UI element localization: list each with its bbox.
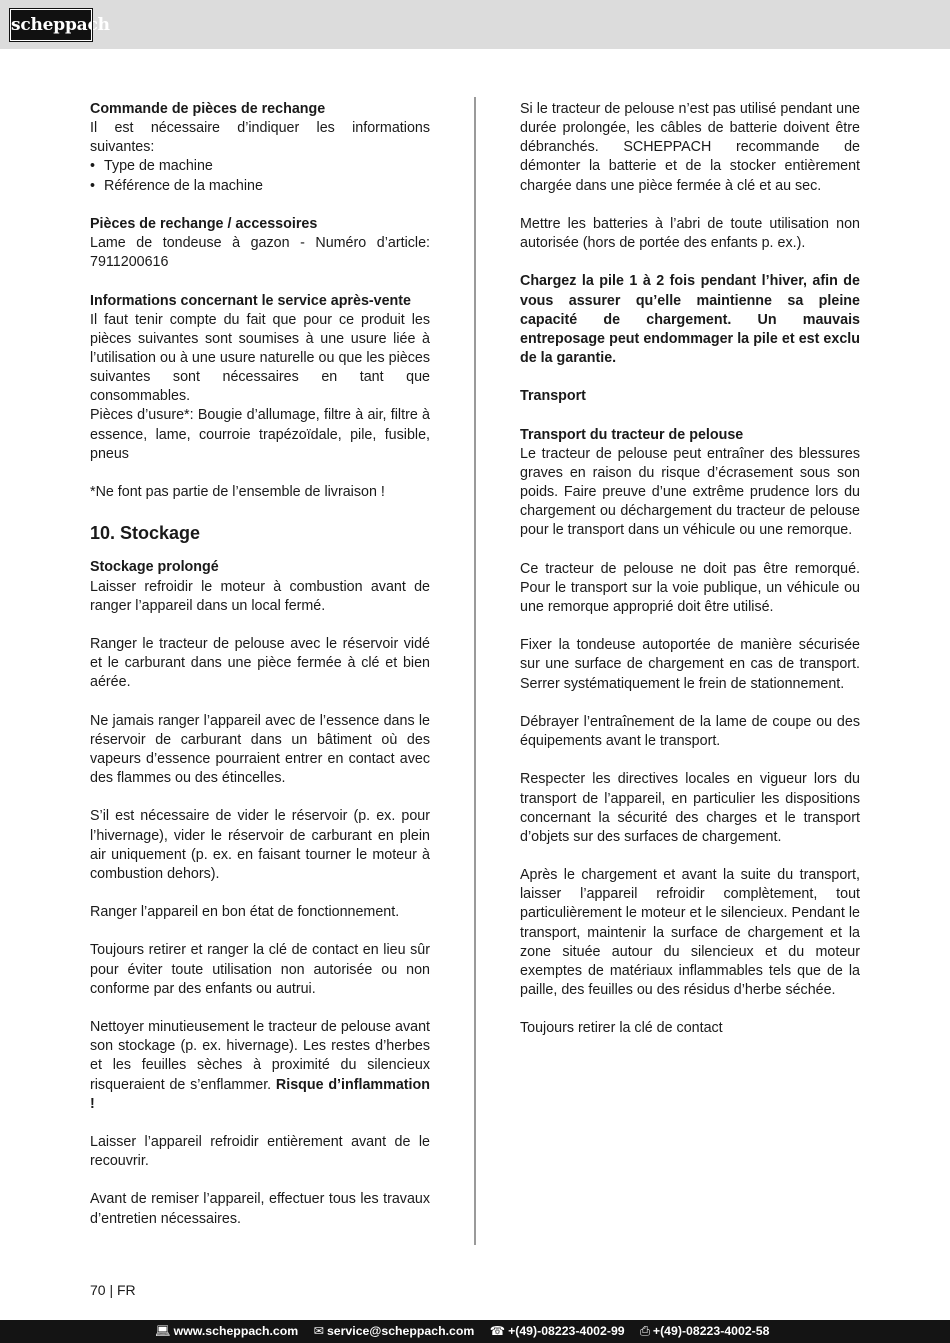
paragraph: Laisser l’appareil refroidir entièrement avant de le recouvrir. xyxy=(90,1133,430,1170)
footer-email[interactable] xyxy=(314,1320,475,1343)
spare-parts-order-heading: Commande de pièces de rechange xyxy=(90,101,326,117)
after-sales-heading: Informations concernant le service après-vente xyxy=(90,292,412,309)
battery-warning-block xyxy=(520,272,860,368)
fax-icon: ⎙ xyxy=(640,1324,650,1338)
delivery-note: *Ne font pas partie de l’ensemble de livraison ! xyxy=(90,484,385,501)
email-text: service@scheppach.com xyxy=(326,1324,475,1338)
paragraph: Débrayer l’entraînement de la lame de coupe ou des équipements avant le transport. xyxy=(520,713,860,750)
after-sales-block xyxy=(90,292,430,464)
footer-phone[interactable] xyxy=(490,1320,625,1343)
after-sales-text: Il faut tenir compte du fait que pour ce produit les pièces suivantes sont soumises à une usure liée à l’utilisation ou à une usure naturelle ou que les pièces suivantes sont nécessaires en tant que consommables. xyxy=(90,311,430,405)
paragraph: Avant de remiser l’appareil, effectuer tous les travaux d’entretien nécessaires. xyxy=(90,1191,430,1227)
delivery-note-block xyxy=(90,483,430,502)
spare-parts-order-block xyxy=(90,100,430,196)
paragraph: Ranger le tracteur de pelouse avec le réservoir vidé et le carburant dans une pièce fermée à clé et bien aérée. xyxy=(90,635,430,691)
left-column xyxy=(90,100,430,1229)
footer-contacts xyxy=(155,1320,781,1343)
paragraph: Toujours retirer la clé de contact xyxy=(520,1020,723,1037)
paragraph-with-warning xyxy=(90,1018,430,1114)
list-item: • Référence de la machine xyxy=(90,177,430,196)
mail-icon: ✉︎ xyxy=(313,1324,324,1338)
paragraph-text: Nettoyer minutieusement le tracteur de pelouse avant son stockage (p. ex. hivernage). Les restes d’herbes et les feuilles sèches à proximité du silencieux risqueraient de s’enflammer. xyxy=(90,1019,430,1093)
paragraph: Respecter les directives locales en vigueur lors du transport de l’appareil, en particulier les dispositions concernant la sécurité des charges et le transport d’objets sur des surfaces de chargement. xyxy=(520,771,860,845)
spare-parts-order-list xyxy=(90,157,430,195)
transport-heading: Transport xyxy=(520,388,586,405)
spare-parts-accessories-block xyxy=(90,215,430,272)
paragraph: Ne jamais ranger l’appareil avec de l’essence dans le réservoir de carburant dans un bâtiment où des vapeurs d’essence pourraient entrer en contact avec des flammes ou des étincelles. xyxy=(90,712,430,787)
paragraph: Mettre les batteries à l’abri de toute utilisation non autorisée (hors de portée des enfants p. ex.). xyxy=(520,215,860,252)
fire-risk-warning: Risque d’inflammation ! xyxy=(90,1076,430,1112)
footer-website[interactable] xyxy=(155,1320,298,1343)
right-column xyxy=(520,100,860,1039)
section-title: 10. Stockage xyxy=(90,523,201,544)
footer-fax xyxy=(640,1320,769,1343)
phone-icon: ☎︎ xyxy=(489,1324,506,1338)
footer-bar xyxy=(0,1320,950,1343)
column-divider xyxy=(474,97,476,1245)
paragraph: Toujours retirer et ranger la clé de contact en lieu sûr pour éviter toute utilisation non autorisée ou non conforme par des enfants ou autrui. xyxy=(90,942,430,997)
paragraph: S’il est nécessaire de vider le réservoir (p. ex. pour l’hivernage), vider le réservoir de carburant en plein air uniquement (p. ex. en faisant tourner le moteur à combustion dehors). xyxy=(90,808,430,882)
header-bar xyxy=(0,0,950,49)
computer-icon: 💻︎ xyxy=(155,1324,171,1338)
battery-warning: Chargez la pile 1 à 2 fois pendant l’hiver, afin de vous assurer qu’elle maintienne sa pleine capacité de chargement. Un mauvais entreposage peut endommager la pile et est exclu de la garantie. xyxy=(520,273,860,366)
transport-heading-block xyxy=(520,387,860,406)
transport-lawn-heading: Transport du tracteur de pelouse xyxy=(520,426,744,443)
paragraph: Ranger l’appareil en bon état de fonctionnement. xyxy=(90,904,400,921)
list-item: • Type de machine xyxy=(90,157,430,176)
transport-lawn-block xyxy=(520,426,860,541)
paragraph: Fixer la tondeuse autoportée de manière sécurisée sur une surface de chargement en cas de transport. Serrer systématiquement le frein de stationnement. xyxy=(520,637,860,692)
phone-text: +(49)-08223-4002-99 xyxy=(508,1324,625,1338)
long-storage-text: Laisser refroidir le moteur à combustion avant de ranger l’appareil dans un local fermé. xyxy=(90,578,430,614)
paragraph: Ce tracteur de pelouse ne doit pas être remorqué. Pour le transport sur la voie publique, un véhicule ou une remorque approprié doit être utilisé. xyxy=(520,560,860,615)
website-text: www.scheppach.com xyxy=(173,1324,299,1338)
long-storage-heading: Stockage prolongé xyxy=(90,559,219,576)
fax-text: +(49)-08223-4002-58 xyxy=(652,1324,770,1338)
scheppach-logo: scheppach xyxy=(10,9,92,41)
page-number: 70 | FR xyxy=(90,1282,136,1298)
long-storage-block xyxy=(90,558,430,615)
wear-parts-text: Pièces d’usure*: Bougie d’allumage, filtre à air, filtre à essence, lame, courroie trapézoïdale, pile, fusible, pneus xyxy=(90,407,430,462)
spare-parts-order-text: Il est nécessaire d’indiquer les informations suivantes: xyxy=(90,120,430,156)
spare-parts-accessories-heading: Pièces de rechange / accessoires xyxy=(90,215,318,232)
paragraph: Après le chargement et avant la suite du transport, laisser l’appareil refroidir complètement, tout particulièrement le moteur et le silencieux. Pendant le transport, maintenir la surface de chargement et la zone située autour du silencieux et du moteur exemptes de matériaux inflammables tels que de la paille, des feuilles ou des résidus d’herbe séchée. xyxy=(520,867,860,999)
paragraph: Si le tracteur de pelouse n’est pas utilisé pendant une durée prolongée, les câbles de batterie doivent être débranchés. SCHEPPACH recommande de démonter la batterie et de la stocker entièrement chargée dans une pièce fermée à clé et au sec. xyxy=(520,101,860,194)
section-title-wrap xyxy=(90,521,430,545)
transport-lawn-text: Le tracteur de pelouse peut entraîner des blessures graves en raison du risque d’écrasement sous son poids. Faire preuve d’une extrême prudence lors du chargement ou déchargement du tracteur de pelouse pour le transport dans un véhicule ou une remorque. xyxy=(520,445,860,539)
spare-parts-accessories-text: Lame de tondeuse à gazon - Numéro d’article: 7911200616 xyxy=(90,235,430,271)
